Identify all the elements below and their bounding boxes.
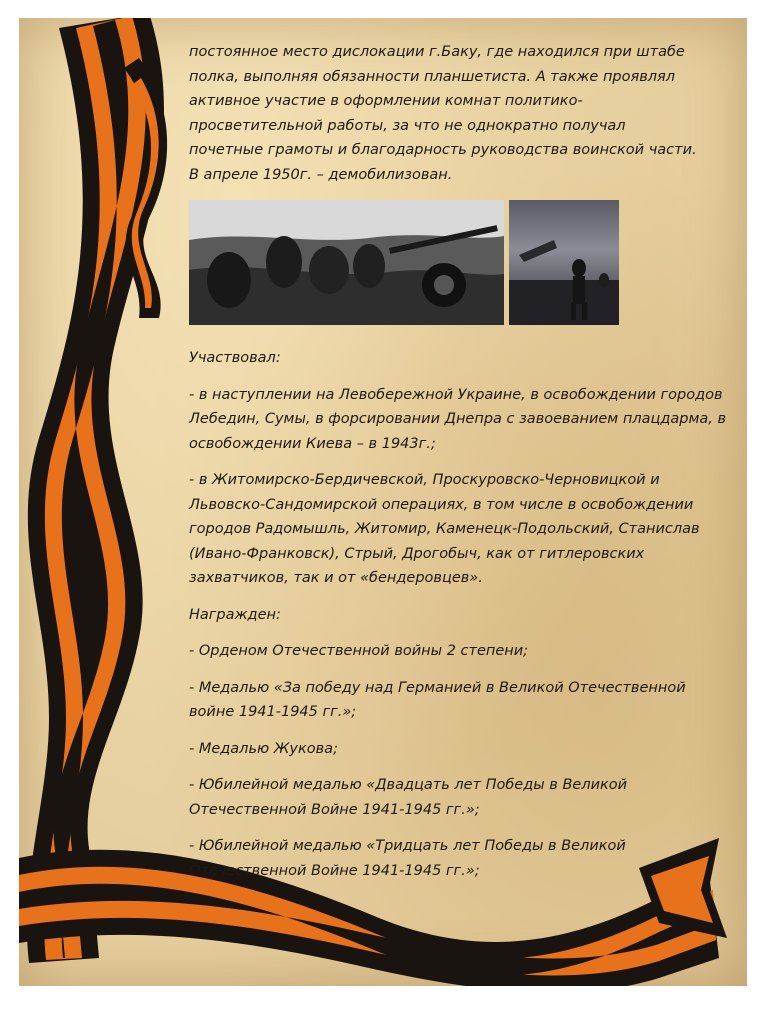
intro-line: активное участие в оформлении комнат политико- (189, 93, 583, 109)
award-item (189, 676, 734, 725)
intro-paragraph (189, 40, 729, 187)
ribbon-vertical (27, 18, 164, 963)
award-line: - Юбилейной медалью «Тридцать лет Победы в Великой (189, 838, 626, 854)
parchment-page (19, 18, 747, 986)
award-item (189, 639, 734, 664)
item-line: - в наступлении на Левобережной Украине, в освобождении городов (189, 386, 723, 403)
intro-line: почетные грамоты и благодарность руководства воинской части. (189, 142, 697, 158)
item-line: освобождении Киева – в 1943г.; (189, 435, 436, 452)
service-details (189, 346, 734, 895)
item-line: (Ивано-Франковск), Стрый, Дрогобыч, как от гитлеровских (189, 545, 645, 562)
participated-heading: Участвовал: (189, 350, 281, 366)
intro-line: В апреле 1950г. – демобилизован. (189, 166, 453, 183)
award-item (189, 773, 734, 822)
award-line: Отечественной Войне 1941-1945 гг.»; (189, 801, 480, 818)
award-line: - Орденом Отечественной войны 2 степени; (189, 643, 529, 659)
award-line: - Юбилейной медалью «Двадцать лет Победы в Великой (189, 777, 628, 793)
participated-item (189, 383, 734, 457)
artillery-crew-photo (189, 200, 504, 325)
intro-line: полка, выполняя обязанности планшетиста. А также проявлял (189, 68, 676, 85)
soldier-silhouette-photo (509, 200, 619, 325)
award-line: - Медалью «За победу над Германией в Великой Отечественной (189, 679, 686, 696)
item-line: Лебедин, Сумы, в форсировании Днепра с завоеванием плацдарма, в (189, 411, 727, 427)
award-item (189, 737, 734, 762)
item-line: - в Житомирско-Бердичевской, Проскуровско-Черновицкой и (189, 472, 660, 488)
item-line: Львовско-Сандомирской операциях, в том числе в освобождении (189, 496, 694, 513)
award-line: Отечественной Войне 1941-1945 гг.»; (189, 862, 480, 879)
intro-line: просветительной работы, за что не однократно получал (189, 117, 626, 134)
item-line: городов Радомышль, Житомир, Каменецк-Подольский, Станислав (189, 521, 700, 537)
award-line: войне 1941-1945 гг.»; (189, 704, 357, 720)
award-item (189, 834, 734, 883)
participated-item (189, 468, 734, 591)
awards-heading: Награжден: (189, 606, 281, 623)
award-line: - Медалью Жукова; (189, 740, 338, 757)
item-line: захватчиков, так и от «бендеровцев». (189, 570, 483, 586)
war-photos (189, 200, 619, 325)
intro-line: постоянное место дислокации г.Баку, где находился при штабе (189, 44, 685, 60)
